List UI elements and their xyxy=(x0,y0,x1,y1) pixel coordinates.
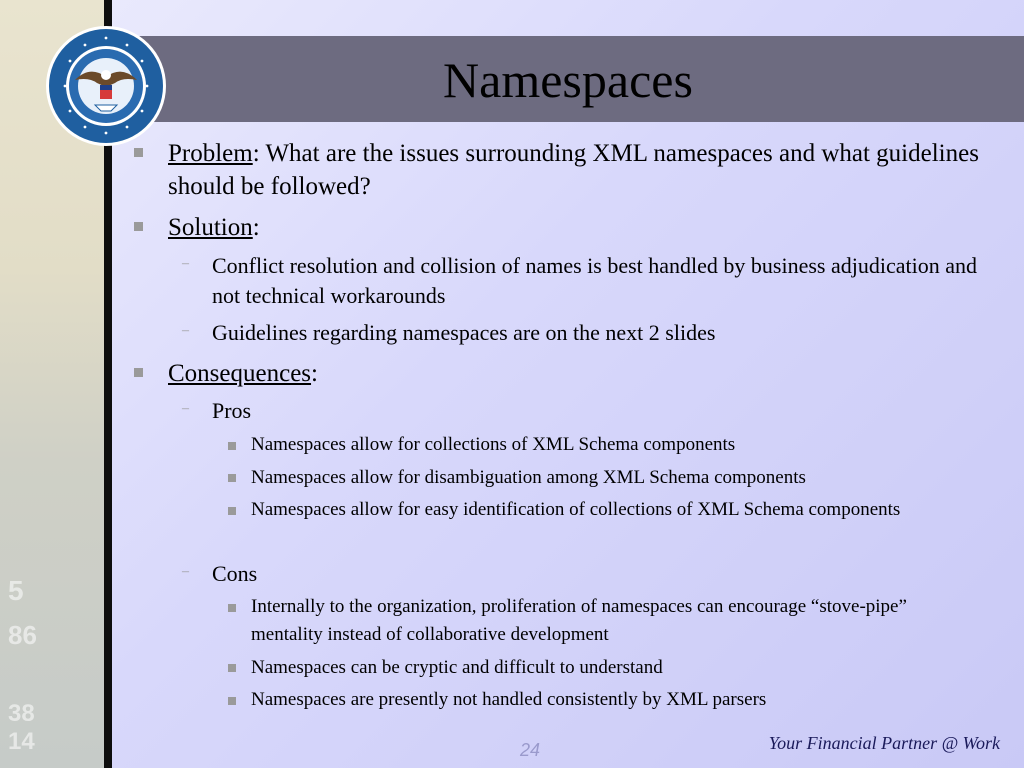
bullet-text: : What are the issues surrounding XML namespaces and what guidelines should be followed? xyxy=(168,140,979,200)
bullet-text: : xyxy=(252,214,260,241)
dash-marker: – xyxy=(182,323,189,338)
sub-bullet-pros: Pros xyxy=(212,398,252,423)
bullet-marker xyxy=(228,507,236,515)
bullet-marker xyxy=(228,604,236,612)
dash-marker: – xyxy=(182,564,189,579)
footer-tagline: Your Financial Partner @ Work xyxy=(768,733,1000,753)
strip-digit: 38 xyxy=(8,700,35,727)
bullet-marker xyxy=(228,442,236,450)
bullet-consequences xyxy=(168,357,988,390)
dash-marker: – xyxy=(182,401,189,416)
bullet-marker xyxy=(228,697,236,705)
slide-title: Namespaces xyxy=(443,52,693,108)
bullet-label: Solution xyxy=(168,214,253,241)
bullet-label: Consequences xyxy=(168,360,312,387)
page-number: 24 xyxy=(520,740,541,760)
cons-item: Namespaces can be cryptic and difficult to understand xyxy=(251,657,663,678)
bullet-marker xyxy=(228,474,236,482)
bullet-marker xyxy=(228,664,236,672)
bullet-solution xyxy=(168,211,988,244)
pros-item: Namespaces allow for easy identification of collections of XML Schema components xyxy=(251,499,901,520)
bullet-problem xyxy=(168,137,988,203)
strip-digit: 5 xyxy=(8,575,24,606)
dod-seal-logo xyxy=(45,25,167,147)
pros-item: Namespaces allow for collections of XML Schema components xyxy=(251,434,736,455)
bullet-marker xyxy=(134,148,143,157)
cons-item: Internally to the organization, proliferation of namespaces can encourage “stove-pipe” mentality instead of collaborative development xyxy=(251,596,907,645)
bullet-label: Problem xyxy=(168,140,253,167)
bullet-marker xyxy=(134,222,143,231)
sub-bullet: Guidelines regarding namespaces are on the next 2 slides xyxy=(212,320,716,345)
sub-bullet: Conflict resolution and collision of names is best handled by business adjudication and not technical workarounds xyxy=(212,253,977,308)
sub-bullet-cons: Cons xyxy=(212,561,258,586)
bullet-text: : xyxy=(311,360,318,387)
strip-digit: 86 xyxy=(8,620,37,650)
bullet-marker xyxy=(134,368,143,377)
strip-digit: 14 xyxy=(8,728,35,755)
dash-marker: – xyxy=(182,256,189,271)
cons-item: Namespaces are presently not handled consistently by XML parsers xyxy=(251,689,767,710)
pros-item: Namespaces allow for disambiguation among XML Schema components xyxy=(251,467,806,488)
